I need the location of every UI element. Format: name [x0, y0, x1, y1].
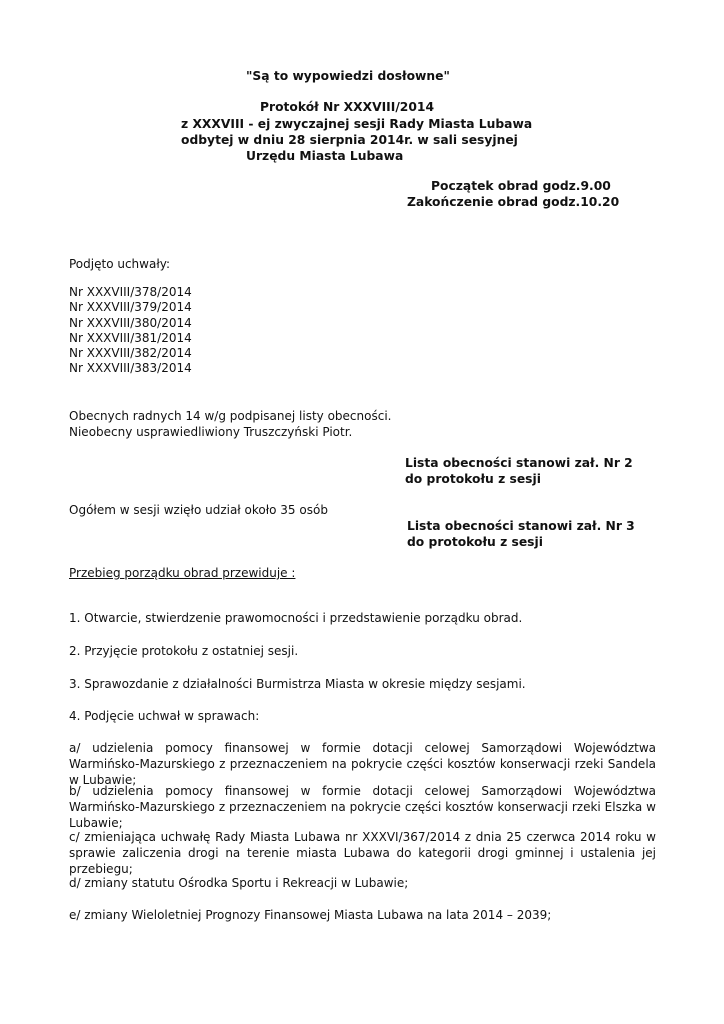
list-item: Nr XXXVIII/383/2014	[69, 361, 192, 376]
list-item: Nr XXXVIII/380/2014	[69, 315, 192, 330]
agenda-sub-a: a/ udzielenia pomocy finansowej w formie dotacji celowej Samorządowi Województwa Warmińsko-Mazurskiego z przeznaczeniem na pokrycie części kosztów konserwacji rzeki Sandela w Lubawie;	[69, 741, 656, 787]
session-line: z XXXVIII - ej zwyczajnej sesji Rady Miasta Lubawa	[181, 117, 533, 131]
resolutions-list	[69, 285, 192, 377]
start-time-label: Początek obrad godz.	[431, 179, 581, 193]
list-item: Nr XXXVIII/378/2014	[69, 285, 192, 299]
agenda-sub-b: b/ udzielenia pomocy finansowej w formie dotacji celowej Samorządowi Województwa Warmińsko-Mazurskiego z przeznaczeniem na pokrycie części kosztów konserwacji rzeki Elszka w Lubawie;	[69, 784, 656, 830]
agenda-item-4: 4. Podjęcie uchwał w sprawach:	[69, 709, 260, 723]
attendance-list2-line1: Lista obecności stanowi zał. Nr 2	[405, 456, 633, 470]
end-time-value: 10.20	[580, 195, 620, 209]
agenda-sub-e: e/ zmiany Wieloletniej Prognozy Finansowej Miasta Lubawa na lata 2014 – 2039;	[69, 908, 552, 922]
resolutions-title: Podjęto uchwały:	[69, 257, 171, 271]
attendance-present: Obecnych radnych 14 w/g podpisanej listy obecności.	[69, 409, 392, 423]
attendance-list2-line2: do protokołu z sesji	[405, 472, 541, 486]
agenda-item-2: 2. Przyjęcie protokołu z ostatniej sesji.	[69, 644, 299, 658]
agenda-item-1: 1. Otwarcie, stwierdzenie prawomocności i przedstawienie porządku obrad.	[69, 611, 523, 625]
end-time-label: Zakończenie obrad godz.	[407, 195, 581, 209]
attendance-list3-line1: Lista obecności stanowi zał. Nr 3	[407, 519, 635, 533]
date-line: odbytej w dniu 28 sierpnia 2014r. w sali sesyjnej	[181, 133, 518, 147]
end-time-line	[407, 194, 619, 210]
agenda-sub-c: c/ zmieniająca uchwałę Rady Miasta Lubawa nr XXXVI/367/2014 z dnia 25 czerwca 2014 roku w sprawie zaliczenia drogi na terenie miasta Lubawa do kategorii drogi gminnej i ustalenia jej przebiegu;	[69, 830, 656, 876]
verbatim-note: "Są to wypowiedzi dosłowne"	[246, 69, 450, 83]
agenda-title: Przebieg porządku obrad przewiduje :	[69, 566, 296, 580]
start-time-value: 9.00	[580, 179, 611, 193]
list-item: Nr XXXVIII/382/2014	[69, 346, 192, 361]
attendance-absent: Nieobecny usprawiedliwiony Truszczyński Piotr.	[69, 425, 353, 439]
list-item: Nr XXXVIII/379/2014	[69, 300, 192, 315]
protocol-number: Protokół Nr XXXVIII/2014	[260, 100, 435, 114]
office-line: Urzędu Miasta Lubawa	[246, 149, 404, 163]
agenda-item-3: 3. Sprawozdanie z działalności Burmistrza Miasta w okresie między sesjami.	[69, 677, 526, 691]
list-item: Nr XXXVIII/381/2014	[69, 330, 192, 345]
agenda-sub-d: d/ zmiany statutu Ośrodka Sportu i Rekreacji w Lubawie;	[69, 876, 409, 890]
attendance-list3-line2: do protokołu z sesji	[407, 535, 543, 549]
start-time-line	[431, 178, 611, 194]
attendance-total: Ogółem w sesji wzięło udział około 35 osób	[69, 503, 328, 517]
